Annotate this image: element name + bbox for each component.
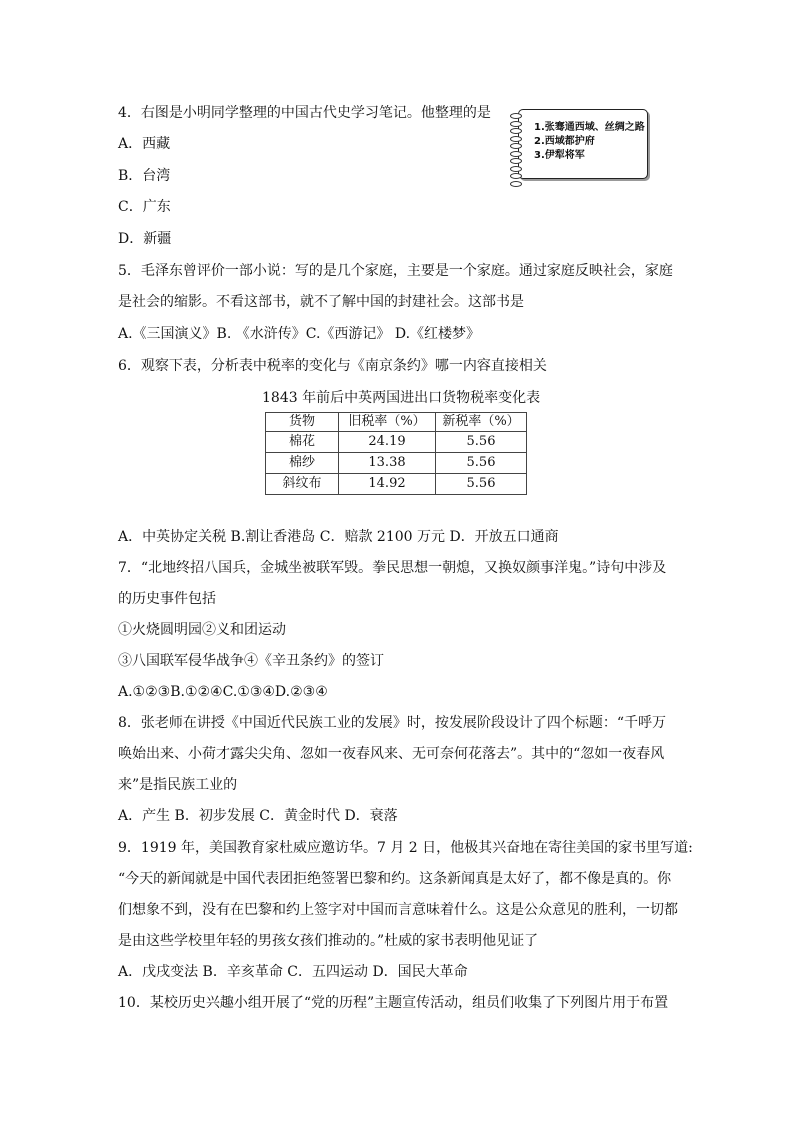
q9-line-1: 9．1919 年，美国教育家杜威应邀访华。7 月 2 日，他极其兴奋地在寄往美国的家书里写道: [118,840,693,856]
notebook-notes [534,121,645,163]
q4-option-d: D．新疆 [118,231,172,247]
note-line-2: 2.西域都护府 [534,136,595,147]
q7-line-1: 7．“北地终招八国兵，金城坐被联军毁。拳民思想一朝熄，又换奴颜事洋鬼。”诗句中涉及 [118,560,667,576]
q7-options: A.①②③B.①②④C.①③④D.②③④ [118,684,328,700]
q8-options: A．产生 B．初步发展 C．黄金时代 D．衰落 [118,808,398,824]
q9-options: A．戊戌变法 B．辛亥革命 C．五四运动 D．国民大革命 [118,964,468,980]
table-cell: 14.92 [339,474,436,495]
q8-line-2: 唤始出来、小荷才露尖尖角、忽如一夜春风来、无可奈何花落去”。其中的“忽如一夜春风 [118,746,665,762]
table-cell: 5.56 [436,474,527,495]
table-cell: 5.56 [436,432,527,453]
table-cell: 斜纹布 [266,474,339,495]
q4-option-b: B．台湾 [118,168,171,184]
q5-options: A.《三国演义》B. 《水浒传》C.《西游记》 D.《红楼梦》 [118,326,481,342]
q7-line-2: 的历史事件包括 [118,591,216,607]
q5-line-2: 是社会的缩影。不看这部书，就不了解中国的封建社会。这部书是 [118,294,524,310]
table-cell: 5.56 [436,453,527,474]
table-cell: 24.19 [339,432,436,453]
tariff-table [265,412,527,495]
table-row [266,453,527,474]
table-cell: 棉花 [266,432,339,453]
q6-options: A．中英协定关税 B.割让香港岛 C．赔款 2100 万元 D．开放五口通商 [118,529,559,545]
table-cell: 13.38 [339,453,436,474]
q9-line-4: 是由这些学校里年轻的男孩女孩们推动的。”杜威的家书表明他见证了 [118,933,539,949]
q8-line-3: 来”是指民族工业的 [118,777,238,793]
q9-line-2: “今天的新闻就是中国代表团拒绝签署巴黎和约。这条新闻真是太好了，都不像是真的。你 [118,871,672,887]
q7-item-1: ①火烧圆明园②义和团运动 [118,622,286,638]
q10-line-1: 10．某校历史兴趣小组开展了“党的历程”主题宣传活动，组员们收集了下列图片用于布置 [118,995,669,1011]
note-line-3: 3.伊犁将军 [534,150,585,161]
header-cell: 货物 [266,413,339,432]
q4-option-c: C．广东 [118,199,171,215]
table-cell: 棉纱 [266,453,339,474]
table-caption: 1843 年前后中英两国进出口货物税率变化表 [262,390,541,406]
table-header-row [266,413,527,432]
q5-line-1: 5．毛泽东曾评价一部小说：写的是几个家庭，主要是一个家庭。通过家庭反映社会，家庭 [118,263,673,279]
header-cell: 旧税率（%） [339,413,436,432]
q9-line-3: 们想象不到，没有在巴黎和约上签字对中国而言意味着什么。这是公众意见的胜利，一切都 [118,902,678,918]
q4-option-a: A．西藏 [118,136,171,152]
table-row [266,432,527,453]
q7-item-2: ③八国联军侵华战争④《辛丑条约》的签订 [118,653,384,669]
header-cell: 新税率（%） [436,413,527,432]
q4-stem: 4．右图是小明同学整理的中国古代史学习笔记。他整理的是 [118,105,491,121]
q8-line-1: 8．张老师在讲授《中国近代民族工业的发展》时，按发展阶段设计了四个标题：“千呼万 [118,715,667,731]
note-line-1: 1.张骞通西域、丝绸之路 [534,122,645,133]
q6-stem: 6．观察下表，分析表中税率的变化与《南京条约》哪一内容直接相关 [118,358,547,374]
study-notes-figure [510,109,648,180]
table-row [266,474,527,495]
spiral-binding-icon [510,113,524,177]
